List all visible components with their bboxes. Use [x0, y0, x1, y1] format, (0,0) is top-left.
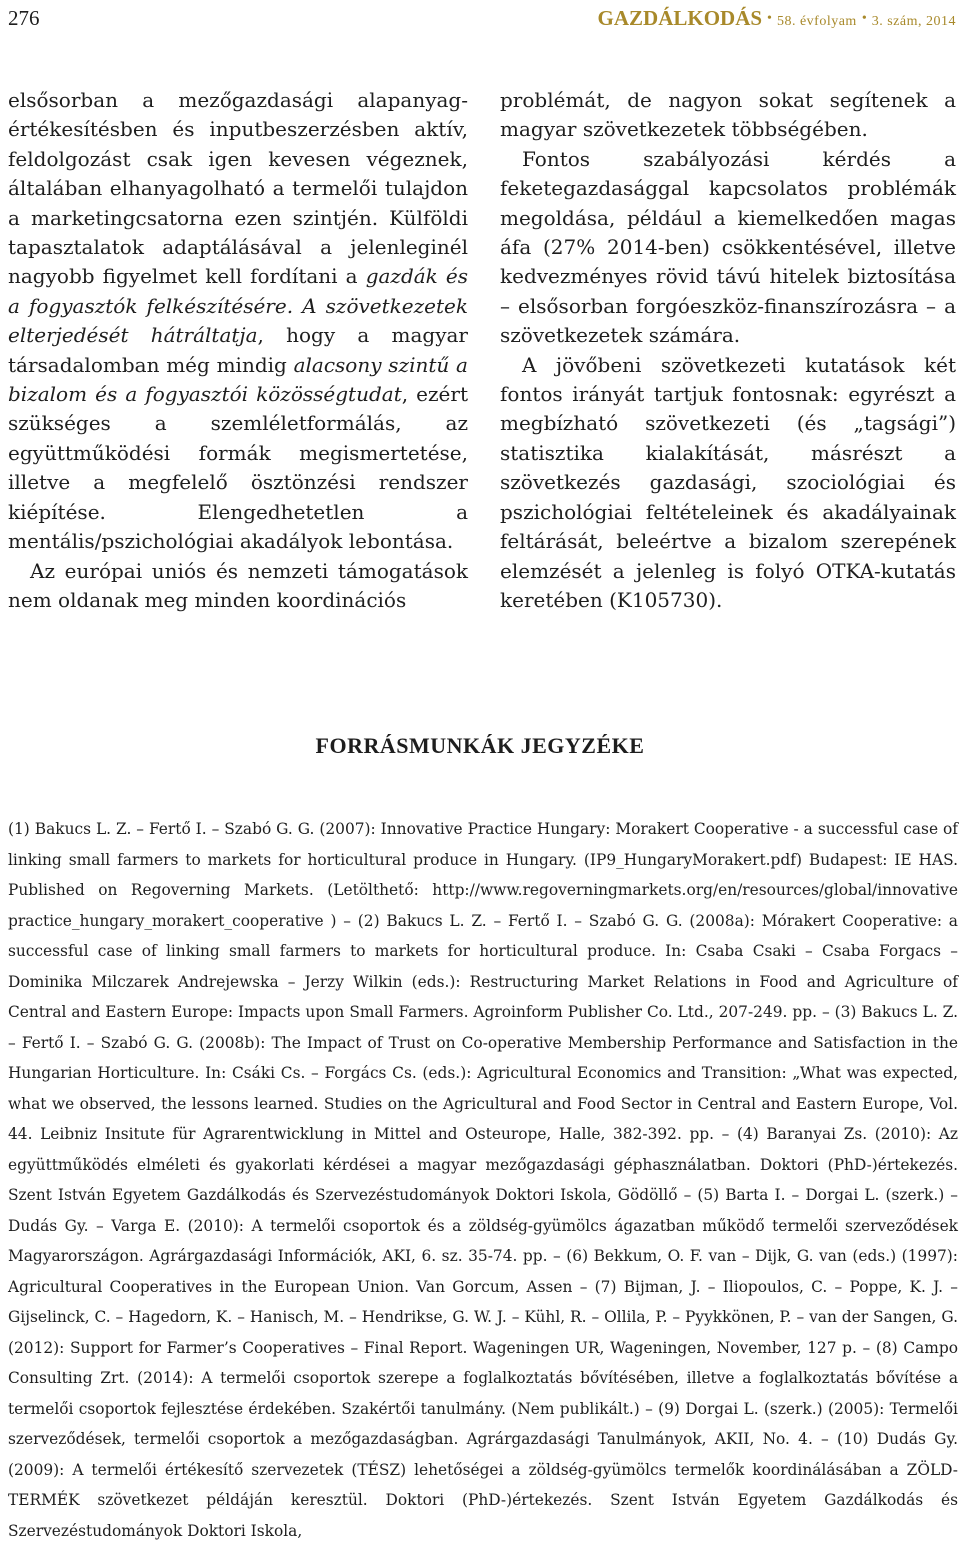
issue-label: 3. szám, 2014 [871, 14, 956, 29]
left-paragraph-1 [8, 86, 468, 557]
text-run: elsősorban a mezőgazdasági alapanyag-értékesítésben és inputbeszerzésben aktív, feldolgozást csak igen kevesen végeznek, általában elhanyagolható a termelői tulajdon a marketingcsatorna ezen szintjén. Külföldi tapasztalatok adaptálásával a jelenleginél nagyobb figyelmet kell fordítani a [8, 88, 468, 289]
text-run: , ezért szükséges a szemléletformálás, az együttműködési formák megismertetése, illetve a megfelelő ösztönzési rendszer kiépítése. Elengedhetetlen a mentális/pszichológiai akadályok lebontása. [8, 382, 468, 554]
running-head [598, 6, 956, 31]
right-paragraph-1: problémát, de nagyon sokat segítenek a magyar szövetkezetek többségében. [500, 88, 956, 142]
right-paragraph-3: A jövőbeni szövetkezeti kutatások két fontos irányát tartjuk fontosnak: egyrészt a megbízható szövetkezeti (és „tagsági”) statisztika kialakítását, másrészt a szövetkezés gazdasági, szociológiai és pszichológiai feltételeinek és akadályainak feltárását, beleértve a bizalom szerepének elemzését a jelenleg is folyó OTKA-kutatás keretében (K105730). [500, 352, 956, 612]
journal-title: GAZDÁLKODÁS [597, 6, 763, 30]
left-paragraph-2: Az európai uniós és nemzeti támogatások nem oldanak meg minden koordinációs [8, 558, 468, 612]
emphasis-run: alacsony szintű a bizalom és a fogyasztói közösségtudat [8, 352, 468, 407]
page-number: 276 [8, 6, 40, 30]
right-column [500, 86, 956, 615]
emphasis-run: gazdák és a fogyasztók felkészítésére. A szövetkezetek elterjedését hátráltatja [8, 264, 468, 348]
page-header [8, 4, 958, 34]
right-paragraph-2: Fontos szabályozási kérdés a feketegazdasággal kapcsolatos problémák megoldása, például a kiemelkedően magas áfa (27% 2014-ben) csökkentésével, illetve kedvezményes rövid távú hitelek biztosítása – elsősorban forgóeszköz-finanszírozásra – a szövetkezetek számára. [500, 146, 956, 348]
volume-label: 58. évfolyam [776, 14, 857, 29]
text-run: , hogy a magyar társadalomban még mindig [8, 323, 468, 377]
header-bullet: • [767, 11, 772, 26]
references-list [8, 814, 958, 1546]
left-column [8, 86, 468, 615]
references-text: (1) Bakucs L. Z. – Fertő I. – Szabó G. G. (2007): Innovative Practice Hungary: Morakert Cooperative - a successful case of linking small farmers to markets for horticultural produce in Hungary. (IP9_HungaryMorakert.pdf) Budapest: IE HAS. Published on Regoverning Markets. (Letölthető: http://www.regoverningmarkets.org/en/resources/global/innovative practice_hungary_morakert_cooperative ) – (2) Bakucs L. Z. – Fertő I. – Szabó G. G. (2008a): Mórakert Cooperative: a successful case of linking small farmers to markets for horticultural produce. In: Csaba Csaki – Csaba Forgacs – Dominika Milczarek Andrejewska – Jerzy Wilkin (eds.): Restructuring Market Relations in Food and Agriculture of Central and Eastern Europe: Impacts upon Small Farmers. Agroinform Publisher Co. Ltd., 207-249. pp. – (3) Bakucs L. Z. – Fertő I. – Szabó G. G. (2008b): The Impact of Trust on Co-operative Membership Performance and Satisfaction in the Hungarian Horticulture. In: Csáki Cs. – Forgács Cs. (eds.): Agricultural Economics and Transition: „What was expected, what we observed, the lessons learned. Studies on the Agricultural and Food Sector in Central and Eastern Europe, Vol. 44. Leibniz Insitute für Agrarentwicklung in Mittel and Osteurope, Halle, 382-392. pp. – (4) Baranyai Zs. (2010): Az együttműködés elméleti és gyakorlati kérdései a magyar mezőgazdasági géphasználatban. Doktori (PhD-)értekezés. Szent István Egyetem Gazdálkodás és Szervezéstudományok Doktori Iskola, Gödöllő – (5) Barta I. – Dorgai L. (szerk.) – Dudás Gy. – Varga E. (2010): A termelői csoportok és a zöldség-gyümölcs ágazatban működő termelői szerveződések Magyarországon. Agrárgazdasági Információk, AKI, 6. sz. 35-74. pp. – (6) Bekkum, O. F. van – Dijk, G. van (eds.) (1997): Agricultural Cooperatives in the European Union. Van Gorcum, Assen – (7) Bijman, J. – Iliopoulos, C. – Poppe, K. J. – Gijselinck, C. – Hagedorn, K. – Hanisch, M. – Hendrikse, G. W. J. – Kühl, R. – Ollila, P. – Pyykkönen, P. – van der Sangen, G. (2012): Support for Farmer’s Cooperatives – Final Report. Wageningen UR, Wageningen, November, 127 p. – (8) Campo Consulting Zrt. (2014): A termelői csoportok szerepe a foglalkoztatás bővítésében, illetve a foglalkoztatás bővítése a termelői csoportok fejlesztése érdekében. Szakértői tanulmány. (Nem publikált.) – (9) Dorgai L. (szerk.) (2005): Termelői szerveződések, termelői csoportok a mezőgazdaságban. Agrárgazdasági Tanulmányok, AKII, No. 4. – (10) Dudás Gy. (2009): A termelői értékesítő szervezetek (TÉSZ) lehetőségei a zöldség-gyümölcs termelők koordinálásában a ZÖLD-TERMÉK szövetkezet példáján keresztül. Doktori (PhD-)értekezés. Szent István Egyetem Gazdálkodás és Szervezéstudományok Doktori Iskola, [8, 820, 958, 1540]
header-bullet-2: • [861, 11, 867, 26]
references-heading: FORRÁSMUNKÁK JEGYZÉKE [315, 733, 645, 758]
